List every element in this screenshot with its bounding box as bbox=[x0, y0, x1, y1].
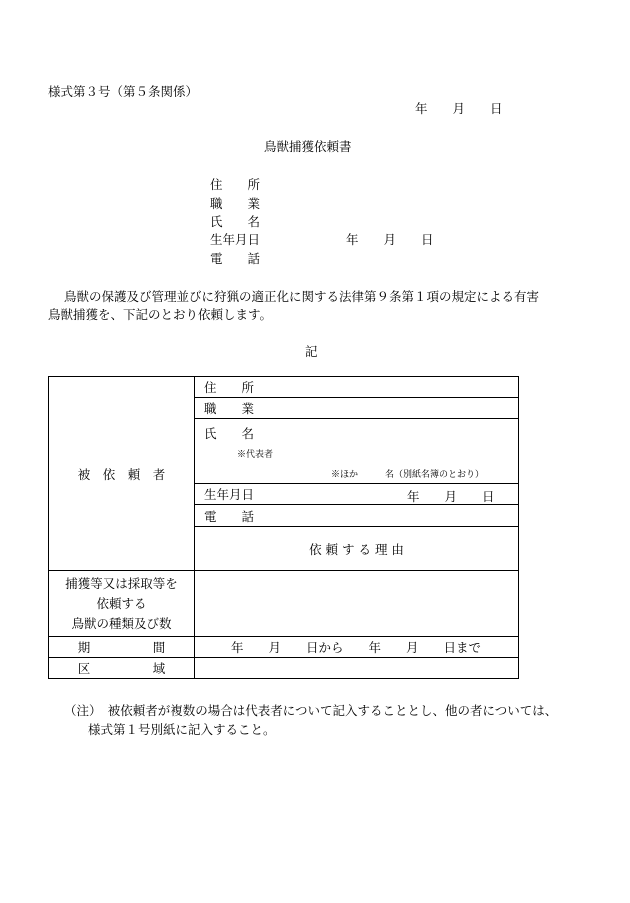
others-note: ※ほか 名（別紙名簿のとおり） bbox=[331, 470, 485, 480]
requestee-occupation-label: 職 業 bbox=[195, 398, 519, 419]
applicant-birthdate-value: 年 月 日 bbox=[346, 232, 434, 247]
species-value bbox=[195, 571, 519, 637]
body-text-line-2: 鳥獣捕獲を、下記のとおり依頼します。 bbox=[48, 307, 273, 322]
requestee-label: 被 依 頼 者 bbox=[49, 377, 195, 571]
area-label: 区 域 bbox=[49, 658, 195, 679]
species-label-line-2: 依頼する bbox=[96, 595, 147, 611]
note-line-1: （注） 被依頼者が複数の場合は代表者について記入することとし、他の者については、 bbox=[64, 703, 558, 718]
body-text-line-1: 鳥獣の保護及び管理並びに狩猟の適正化に関する法律第９条第１項の規定による有害 bbox=[64, 289, 540, 304]
reason-label: 依 頼 す る 理 由 bbox=[195, 527, 519, 571]
ki-heading: 記 bbox=[305, 344, 318, 359]
requestee-birthdate-label: 生年月日 bbox=[204, 487, 255, 502]
applicant-phone-label: 電 話 bbox=[210, 251, 261, 266]
requestee-name-label: 氏 名 bbox=[204, 426, 255, 441]
period-label: 期 間 bbox=[49, 637, 195, 658]
requestee-birthdate-cell bbox=[195, 484, 519, 505]
document-title: 鳥獣捕獲依頼書 bbox=[264, 139, 352, 154]
note-line-2: 様式第１号別紙に記入すること。 bbox=[88, 722, 276, 737]
area-value bbox=[195, 658, 519, 679]
representative-note: ※代表者 bbox=[237, 450, 274, 460]
applicant-name-label: 氏 名 bbox=[210, 214, 261, 229]
request-table bbox=[48, 376, 519, 679]
species-label bbox=[49, 571, 195, 637]
applicant-birthdate-label: 生年月日 bbox=[210, 232, 261, 247]
applicant-address-label: 住 所 bbox=[210, 177, 261, 192]
requestee-name-cell bbox=[195, 419, 519, 484]
period-value: 年 月 日から 年 月 日まで bbox=[195, 637, 519, 658]
species-label-line-1: 捕獲等又は採取等を bbox=[65, 575, 178, 591]
requestee-birthdate-value: 年 月 日 bbox=[407, 489, 495, 504]
requestee-phone-label: 電 話 bbox=[195, 505, 519, 527]
applicant-occupation-label: 職 業 bbox=[210, 196, 261, 211]
species-label-line-3: 鳥獣の種類及び数 bbox=[71, 615, 172, 631]
form-number: 様式第３号（第５条関係） bbox=[48, 84, 199, 99]
requestee-address-label: 住 所 bbox=[195, 377, 519, 398]
submission-date: 年 月 日 bbox=[415, 101, 503, 116]
